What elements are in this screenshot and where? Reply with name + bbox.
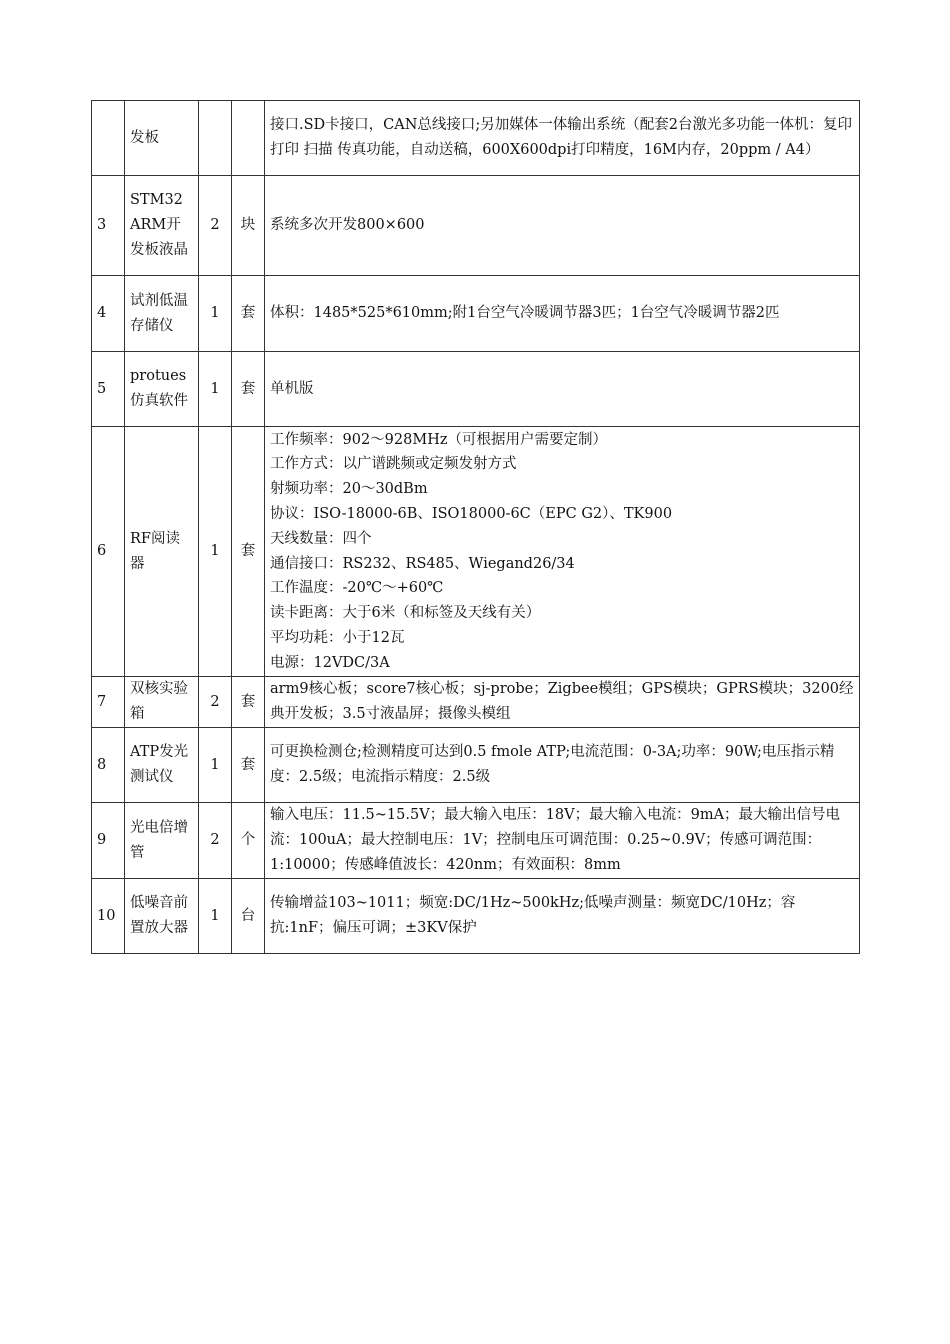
table-row	[92, 176, 860, 276]
item-unit: 套	[232, 677, 265, 728]
item-name: 光电倍增管	[125, 803, 199, 879]
item-spec: 单机版	[265, 352, 860, 427]
table-row	[92, 677, 860, 728]
item-unit	[232, 101, 265, 176]
row-number: 10	[92, 879, 125, 954]
item-name: 低噪音前置放大器	[125, 879, 199, 954]
table-row	[92, 101, 860, 176]
spec-line: 电源：12VDC/3A	[270, 654, 390, 671]
item-quantity: 1	[199, 352, 232, 427]
spec-line: 通信接口：RS232、RS485、Wiegand26/34	[270, 555, 575, 572]
item-name: RF阅读器	[125, 427, 199, 677]
item-unit: 套	[232, 276, 265, 352]
spec-line: 天线数量：四个	[270, 530, 372, 547]
row-number: 4	[92, 276, 125, 352]
item-name: STM32 ARM开发板液晶	[125, 176, 199, 276]
spec-line: 工作温度：-20℃～+60℃	[270, 580, 444, 597]
table-row	[92, 427, 860, 677]
item-spec: 接口.SD卡接口，CAN总线接口;另加媒体一体输出系统（配套2台激光多功能一体机：复印 打印 扫描 传真功能，自动送稿，600X600dpi打印精度，16M内存，20ppm / A4）	[265, 101, 860, 176]
row-number: 7	[92, 677, 125, 728]
item-name: protues仿真软件	[125, 352, 199, 427]
row-number: 3	[92, 176, 125, 276]
row-number	[92, 101, 125, 176]
equipment-table	[91, 100, 860, 954]
spec-line: 工作方式：以广谱跳频或定频发射方式	[270, 456, 517, 473]
item-name: 发板	[125, 101, 199, 176]
item-unit: 套	[232, 427, 265, 677]
item-quantity: 1	[199, 728, 232, 803]
item-unit: 套	[232, 728, 265, 803]
item-quantity: 2	[199, 176, 232, 276]
item-unit: 台	[232, 879, 265, 954]
table-row	[92, 728, 860, 803]
item-name: ATP发光测试仪	[125, 728, 199, 803]
item-quantity: 1	[199, 879, 232, 954]
item-spec	[265, 427, 860, 677]
item-spec: 系统多次开发800×600	[265, 176, 860, 276]
spec-line: 平均功耗：小于12瓦	[270, 629, 405, 646]
spec-line: 读卡距离：大于6米（和标签及天线有关）	[270, 605, 541, 622]
row-number: 8	[92, 728, 125, 803]
spec-line: 协议：ISO-18000-6B、ISO18000-6C（EPC G2）、TK900	[270, 505, 673, 522]
item-name: 试剂低温存储仪	[125, 276, 199, 352]
row-number: 9	[92, 803, 125, 879]
item-quantity	[199, 101, 232, 176]
table-row	[92, 803, 860, 879]
spec-line: 工作频率：902～928MHz（可根据用户需要定制）	[270, 431, 607, 448]
row-number: 6	[92, 427, 125, 677]
item-spec: 输入电压：11.5~15.5V；最大输入电压：18V；最大输入电流：9mA；最大输出信号电流：100uA；最大控制电压：1V；控制电压可调范围：0.25~0.9V；传感可调范围：1:10000；传感峰值波长：420nm；有效面积：8mm	[265, 803, 860, 879]
item-quantity: 1	[199, 427, 232, 677]
item-spec: 可更换检测仓;检测精度可达到0.5 fmole ATP;电流范围：0-3A;功率：90W;电压指示精度：2.5级；电流指示精度：2.5级	[265, 728, 860, 803]
item-quantity: 2	[199, 677, 232, 728]
row-number: 5	[92, 352, 125, 427]
item-unit: 块	[232, 176, 265, 276]
item-spec: 传输增益103~1011；频宽:DC/1Hz~500kHz;低噪声测量：频宽DC/10Hz；容抗:1nF；偏压可调；±3KV保护	[265, 879, 860, 954]
item-unit: 个	[232, 803, 265, 879]
table-row	[92, 352, 860, 427]
item-quantity: 2	[199, 803, 232, 879]
table-row	[92, 879, 860, 954]
item-spec: 体积：1485*525*610mm;附1台空气冷暖调节器3匹；1台空气冷暖调节器2匹	[265, 276, 860, 352]
item-unit: 套	[232, 352, 265, 427]
item-quantity: 1	[199, 276, 232, 352]
table-row	[92, 276, 860, 352]
item-spec: arm9核心板；score7核心板；sj-probe；Zigbee模组；GPS模块；GPRS模块；3200经典开发板；3.5寸液晶屏；摄像头模组	[265, 677, 860, 728]
spec-line: 射频功率：20～30dBm	[270, 481, 428, 498]
item-name: 双核实验箱	[125, 677, 199, 728]
